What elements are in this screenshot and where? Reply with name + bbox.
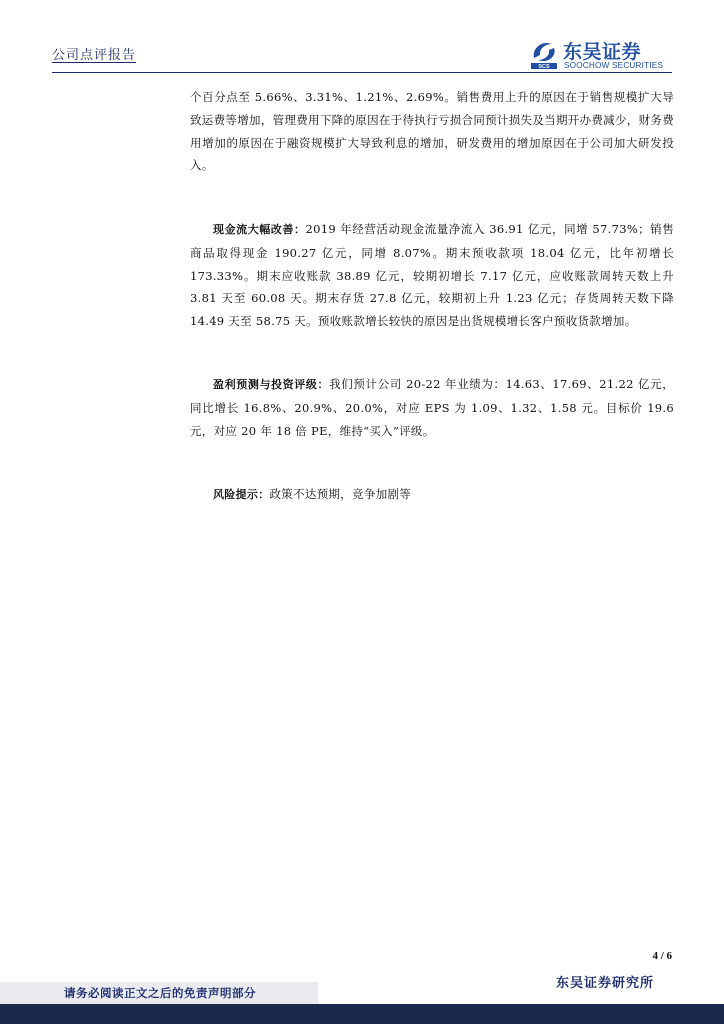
disclaimer-bar — [0, 982, 318, 1004]
cash-flow-text: 2019 年经营活动现金流量净流入 36.91 亿元，同增 57.73%；销售商品取得现金 190.27 亿元，同增 8.07%。期末预收款项 18.04 亿元，比年初增长 173.33%。期末应收账款 38.89 亿元，较期初增长 7.17 亿元，应收账款周转天数上升 3.81 天至 60.08 天。期末存货 27.8 亿元，较期初上升 1.23 亿元；存货周转天数下降 14.49 天至 58.75 天。预收账款增长较快的原因是出货规模增长客户预收货款增加。 — [190, 222, 674, 329]
risk-warning-text: 政策不达预期，竞争加剧等 — [269, 487, 412, 501]
company-logo — [530, 38, 675, 72]
cash-flow-heading: 现金流大幅改善： — [213, 223, 306, 236]
logo-mark-text: SCS — [538, 64, 550, 70]
disclaimer-text: 请务必阅读正文之后的免责声明部分 — [64, 986, 256, 1000]
header-divider — [52, 72, 672, 73]
footer-band — [0, 1004, 724, 1024]
risk-warning-heading: 风险提示： — [213, 488, 270, 501]
forecast-rating-text: 我们预计公司 20-22 年业绩为：14.63、17.69、21.22 亿元，同比增长 16.8%、20.9%、20.0%，对应 EPS 为 1.09、1.32、1.58 元。目标价 19.6 元，对应 20 年 18 倍 PE，维持“买入”评级。 — [190, 377, 674, 438]
institute-name: 东吴证券研究所 — [555, 976, 654, 991]
logo-chinese-name: 东吴证券 — [563, 41, 642, 63]
forecast-rating-paragraph — [190, 373, 674, 442]
page-number: 4 / 6 — [652, 950, 672, 962]
expense-analysis-paragraph: 个百分点至 5.66%、3.31%、1.21%、2.69%。销售费用上升的原因在于销售规模扩大导致运费等增加，管理费用下降的原因在于待执行亏损合同预计损失及当期开办费减少，财务费用增加的原因在于融资规模扩大导致利息的增加，研发费用的增加原因在于公司加大研发投入。 — [190, 90, 674, 173]
logo-english-name: SOOCHOW SECURITIES — [564, 61, 664, 70]
report-type-label: 公司点评报告 — [52, 48, 137, 63]
cash-flow-paragraph — [190, 218, 674, 333]
risk-warning-paragraph — [190, 483, 411, 507]
forecast-rating-heading: 盈利预测与投资评级： — [213, 378, 330, 391]
soochow-logo-icon — [530, 38, 558, 70]
